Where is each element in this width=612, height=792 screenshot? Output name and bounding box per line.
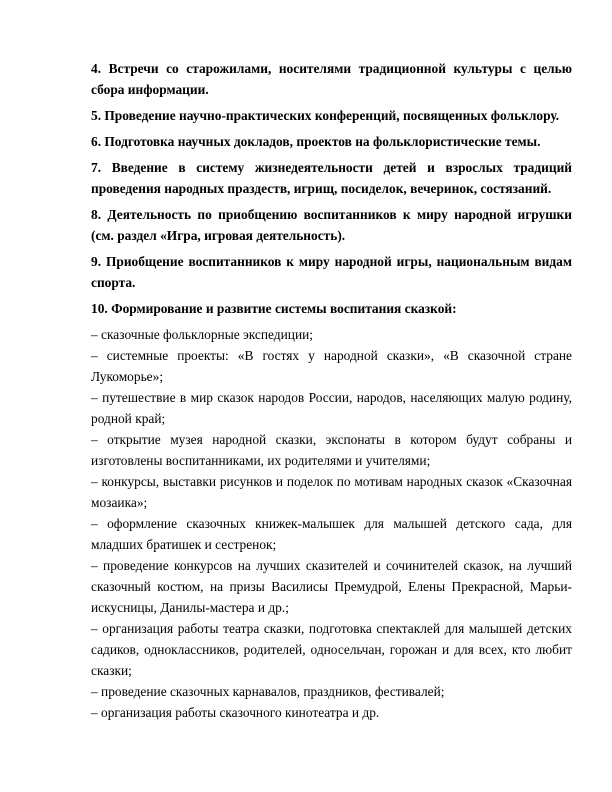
list-item: – организация работы сказочного кинотеатра и др. [91,705,380,720]
list-item: – организация работы театра сказки, подготовка спектаклей для малышей детских садиков, одноклассников, родителей, односельчан, горожан и для всех, кто любит сказки; [91,621,572,678]
paragraph-4: 4. Встречи со старожилами, носителями традиционной культуры с целью сбора информации. [91,61,572,97]
list-item: – системные проекты: «В гостях у народной сказки», «В сказочной стране Лукоморье»; [91,348,572,384]
list-item: – оформление сказочных книжек-малышек для малышей детского сада, для младших братишек и сестренок; [91,516,572,552]
list-item: – сказочные фольклорные экспедиции; [91,327,313,342]
list-item: – проведение конкурсов на лучших сказителей и сочинителей сказок, на лучший сказочный костюм, на призы Василисы Премудрой, Елены Прекрасной, Марьи-искусницы, Данилы-мастера и др.; [91,558,572,615]
paragraph-7: 7. Введение в систему жизнедеятельности детей и взрослых традиций проведения народных праздеств, игрищ, посиделок, вечеринок, состязаний. [91,160,572,196]
list-item: – проведение сказочных карнавалов, праздников, фестивалей; [91,684,445,699]
list-item: – открытие музея народной сказки, экспонаты в котором будут собраны и изготовлены воспитанниками, их родителями и учителями; [91,432,572,468]
paragraph-6: 6. Подготовка научных докладов, проектов на фольклористические темы. [91,134,541,149]
list-item: – путешествие в мир сказок народов России, народов, населяющих малую родину, родной край; [91,390,572,426]
paragraph-5: 5. Проведение научно-практических конференций, посвященных фольклору. [91,108,560,123]
list-item: – конкурсы, выставки рисунков и поделок по мотивам народных сказок «Сказочная мозаика»; [91,474,572,510]
paragraph-10: 10. Формирование и развитие системы воспитания сказкой: [91,301,457,316]
document-body [91,58,572,723]
paragraph-8: 8. Деятельность по приобщению воспитанников к миру народной игрушки (см. раздел «Игра, игровая деятельность). [91,207,572,243]
paragraph-9: 9. Приобщение воспитанников к миру народной игры, национальным видам спорта. [91,254,572,290]
